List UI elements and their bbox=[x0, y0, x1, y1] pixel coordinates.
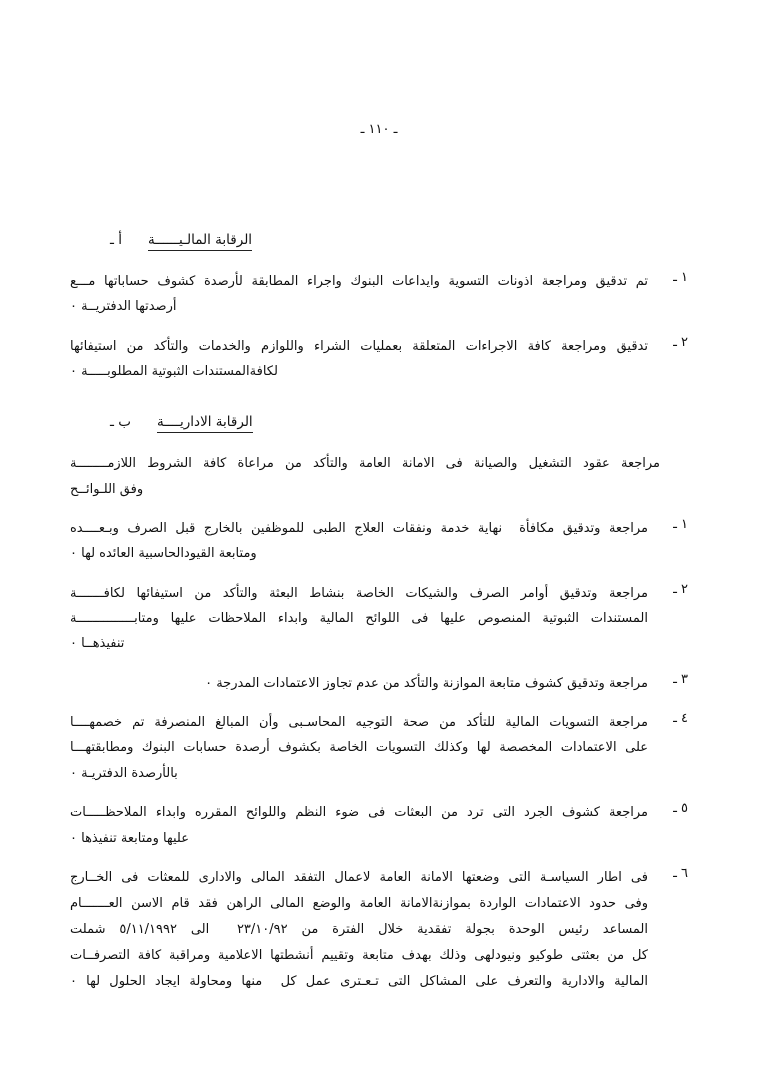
text-line: مراجعة وتدقيق مكافأة نهاية خدمة ونفقات العلاج الطبى للموظفين بالخارج قبل الصرف وبـعــــده bbox=[70, 521, 648, 537]
text-line: مراجعة عقود التشغيل والصيانة فى الامانة العامة والتأكد من مراعاة كافة الشروط اللازمــــــــة bbox=[70, 456, 660, 472]
list-marker: ٣ ـ bbox=[673, 671, 688, 687]
list-item-text bbox=[70, 581, 648, 657]
text-line: عليها ومتابعة تنفيذها ٠ bbox=[70, 830, 189, 846]
text-line: لكافةالمستندات الثبوتية المطلوبـــــة ٠ bbox=[70, 364, 278, 380]
section-title: الرقابة المالـيــــــة bbox=[148, 232, 252, 251]
list-marker: ١ ـ bbox=[673, 517, 688, 533]
text-line: ومتابعة القيودالحاسبية العائده لها ٠ bbox=[70, 546, 257, 562]
text-line: مراجعة وتدقيق كشوف متابعة الموازنة والتأكد من عدم تجاوز الاعتمادات المدرجة ٠ bbox=[205, 675, 648, 691]
spacer bbox=[70, 398, 688, 414]
list-item-text bbox=[70, 865, 648, 995]
text-line: المساعد رئيس الوحدة بجولة تفقدية خلال الفترة من ٢٣/١٠/٩٢ الى ٥/١١/١٩٩٢ شملت bbox=[70, 921, 648, 937]
text-line: فى اطار السياسـة التى وضعتها الامانة العامة لاعمال التفقد المالى والادارى للمعثات فى الخــارج bbox=[70, 869, 648, 885]
section-heading bbox=[70, 414, 688, 433]
list-marker: ٥ ـ bbox=[673, 801, 688, 817]
section-administrative-oversight bbox=[70, 414, 688, 994]
text-line: كل من بعثتى طوكيو ونيودلهى وذلك بهدف متابعة وتقييم أنشطتها الاعلامية ومراقبة كافة التصرفــات bbox=[70, 947, 648, 963]
text-line: مراجعة وتدقيق أوامر الصرف والشيكات الخاصة بنشاط البعثة والتأكد من استيفائها لكافـــــــة bbox=[70, 585, 648, 601]
text-line: تنفيذهــا ٠ bbox=[70, 636, 125, 652]
text-line: على الاعتمادات المخصصة لها وكذلك التسويات الخاصة بكشوف أرصدة حسابات البنوك ومطابقتهـــا bbox=[70, 740, 648, 756]
list-item-text bbox=[70, 269, 648, 320]
section-intro-paragraph bbox=[70, 451, 688, 502]
list-item bbox=[70, 671, 688, 696]
list-item bbox=[70, 334, 688, 385]
section-title: الرقابة الاداريــــة bbox=[157, 414, 253, 433]
list-item bbox=[70, 800, 688, 851]
list-item-text bbox=[70, 671, 648, 696]
document-body bbox=[70, 232, 688, 1009]
list-item-text bbox=[70, 516, 648, 567]
list-item bbox=[70, 516, 688, 567]
section-heading bbox=[70, 232, 688, 251]
list-item bbox=[70, 710, 688, 786]
text-line: المالية والادارية والتعرف على المشاكل التى تـعـترى عمل كل منها ومحاولة ايجاد الحلول لها ٠ bbox=[70, 973, 648, 989]
list-item-text bbox=[70, 710, 648, 786]
list-marker: ٢ ـ bbox=[673, 581, 688, 597]
text-line: مراجعة كشوف الجرد التى ترد من البعثات فى ضوء النظم واللوائح المقرره وابداء الملاحظـــــات bbox=[70, 805, 648, 821]
list-item-text bbox=[70, 800, 648, 851]
text-line: أرصدتها الدفتريــة ٠ bbox=[70, 299, 177, 315]
list-marker: ٦ ـ bbox=[673, 865, 688, 881]
text-line: وفق اللـوائــح bbox=[70, 481, 144, 497]
list-marker: ١ ـ bbox=[673, 270, 688, 285]
list-marker: ٤ ـ bbox=[673, 711, 688, 727]
list-marker: ٢ ـ bbox=[673, 334, 688, 350]
text-line: وفى حدود الاعتمادات الواردة بموازنةالامانة العامة والوضع المالى الراهن فقد قام الاسن العـــــــام bbox=[70, 895, 648, 911]
section-financial-oversight bbox=[70, 232, 688, 384]
text-line: تم تدقيق ومراجعة اذونات التسوية وايداعات البنوك واجراء المطابقة لأرصدة كشوف حساباتها مـــع bbox=[70, 274, 648, 289]
text-line: مراجعة التسويات المالية للتأكد من صحة التوجيه المحاسـبى وأن المبالغ المنصرفة تم خصمهــــا bbox=[70, 715, 648, 731]
page-number: ـ ١١٠ ـ bbox=[360, 122, 398, 137]
text-line: تدقيق ومراجعة كافة الاجراءات المتعلقة بعمليات الشراء واللوازم والخدمات والتأكد من استيفائها bbox=[70, 338, 648, 354]
list-item bbox=[70, 581, 688, 657]
list-item bbox=[70, 269, 688, 320]
section-marker: ب ـ bbox=[110, 414, 131, 431]
text-line: بالأرصدة الدفتريـة ٠ bbox=[70, 765, 178, 781]
section-marker: أ ـ bbox=[110, 232, 122, 248]
text-line: المستندات الثبوتية المنصوص عليها فى اللوائح المالية وابداء الملاحظات عليها ومتابـــــــــــــــة bbox=[70, 611, 648, 627]
list-item bbox=[70, 865, 688, 995]
list-item-text bbox=[70, 334, 648, 385]
